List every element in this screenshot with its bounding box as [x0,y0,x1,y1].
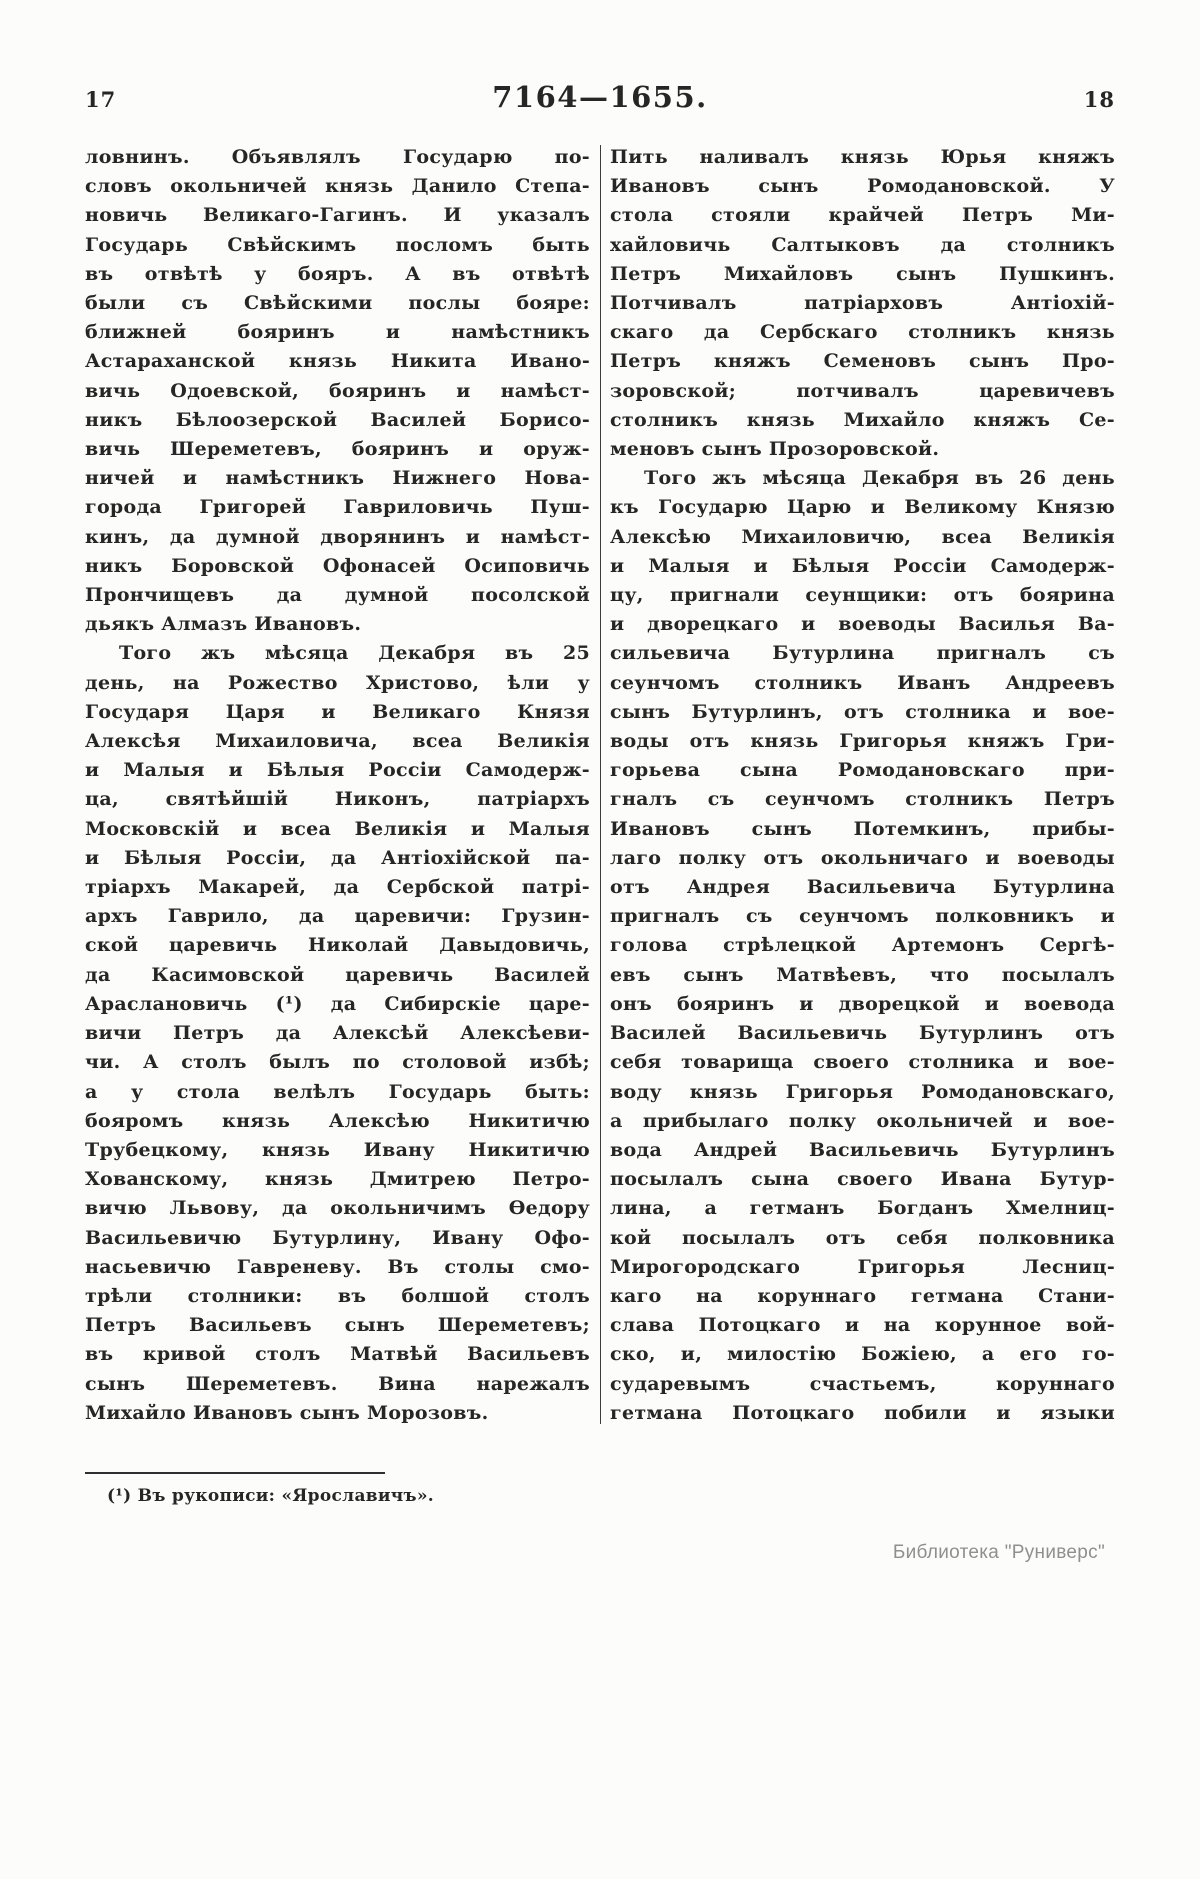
text-line: столникъ князь Михайло княжъ Се- [610,408,1115,431]
text-line: были съ Свѣйскими послы бояре: [85,292,590,315]
text-line: вода Андрей Васильевичь Бутурлинъ [610,1138,1115,1161]
text-line: гналъ съ сеунчомъ столникъ Петръ [610,788,1115,811]
text-line: зоровской; потчивалъ царевичевъ [610,379,1115,402]
text-line: меновъ сынъ Прозоровской. [610,438,940,461]
right-column [610,143,1115,1428]
text-line: Ивановъ сынъ Потемкинъ, прибы- [610,817,1115,840]
text-line: Трубецкому, князь Ивану Никитичю [85,1138,590,1161]
text-line: новичь Великаго-Гагинъ. И указалъ [85,204,590,227]
text-line: чи. А столъ былъ по столовой избѣ; [85,1051,590,1074]
text-line: а прибылаго полку окольничей и вое- [610,1109,1115,1132]
text-line: стола стояли крайчей Петръ Ми- [610,204,1115,227]
text-line: вичи Петръ да Алексѣй Алексѣеви- [85,1022,590,1045]
text-line: лаго полку отъ окольничаго и воеводы [610,846,1115,869]
text-line: и Бѣлыя Россіи, да Антіохійской па- [85,846,590,869]
text-line: сеунчомъ столникъ Иванъ Андреевъ [610,671,1115,694]
text-line: Государя Царя и Великаго Князя [85,700,590,723]
text-line: Пить наливалъ князь Юрья княжъ [610,146,1115,168]
text-line: каго на коруннаго гетмана Стани- [610,1284,1115,1307]
text-line: вичь Шереметевъ, бояринъ и оруж- [85,438,590,461]
text-line: Араслановичь (¹) да Сибирскіе царе- [85,992,590,1015]
paragraph [85,639,590,1427]
text-line: трѣли столники: въ болшой столъ [85,1284,590,1307]
text-line: евъ сынъ Матвѣевъ, что посылалъ [610,963,1115,986]
text-line: города Григорей Гавриловичь Пуш- [85,496,590,519]
text-line: дьякъ Алмазъ Ивановъ. [85,613,362,636]
text-line: кой посылалъ отъ себя полковника [610,1226,1115,1249]
text-line: цу, пригнали сеунщики: отъ боярина [610,584,1115,607]
text-line: горьева сына Ромодановскаго при- [610,759,1115,782]
text-line: и Малыя и Бѣлыя Россіи Самодерж- [610,554,1115,577]
text-line: воду князь Григорья Ромодановскаго, [610,1080,1115,1103]
text-line: голова стрѣлецкой Артемонъ Сергѣ- [610,934,1115,957]
left-column [85,143,590,1428]
page-title: 7164—1655. [492,80,708,114]
page-header [85,80,1115,114]
page-number-right: 18 [1083,87,1115,112]
text-line: себя товарища своего столника и вое- [610,1051,1115,1074]
text-line: Астараханской князь Никита Ивано- [85,350,590,373]
text-line: сынъ Шереметевъ. Вина нарежалъ [85,1372,590,1395]
text-line: бояромъ князь Алексѣю Никитичю [85,1109,590,1132]
text-line: Того жъ мѣсяца Декабря въ 25 [119,642,590,665]
text-line: никъ Бѣлоозерской Василей Борисо- [85,408,590,431]
footnote: (¹) Въ рукописи: «Ярославичъ». [107,1486,435,1506]
text-line: Алексѣю Михаиловичю, всеа Великія [610,525,1115,548]
text-line: ско, и, милостію Божіею, а его го- [610,1343,1115,1366]
text-line: а у стола велѣлъ Государь быть: [85,1080,590,1103]
text-line: тріархъ Макарей, да Сербской патрі- [85,876,590,899]
text-line: Государь Свѣйскимъ посломъ быть [85,233,590,256]
text-line: кинъ, да думной дворянинъ и намѣст- [85,525,590,548]
paragraph [610,143,1115,464]
text-line: къ Государю Царю и Великому Князю [610,496,1115,519]
text-line: ловнинъ. Объявлялъ Государю по- [85,146,590,168]
text-line: Мирогородскаго Григорья Лесниц- [610,1255,1115,1278]
text-line: Петръ Михайловъ сынъ Пушкинъ. [610,262,1115,285]
text-line: воды отъ князь Григорья княжъ Гри- [610,730,1115,753]
text-line: хайловичь Салтыковъ да столникъ [610,233,1115,256]
text-line: день, на Рожество Христово, ѣли у [85,671,590,694]
text-line: Василей Васильевичь Бутурлинъ отъ [610,1022,1115,1045]
text-line: ближней бояринъ и намѣстникъ [85,321,590,344]
text-line: словъ окольничей князь Данило Степа- [85,175,590,198]
text-line: Васильевичю Бутурлину, Ивану Офо- [85,1226,590,1249]
column-divider [590,143,610,1428]
text-line: въ кривой столъ Матвѣй Васильевъ [85,1343,590,1366]
text-line: посылалъ сына своего Ивана Бутур- [610,1168,1115,1191]
paragraph [610,464,1115,1428]
text-line: Ивановъ сынъ Ромодановской. У [610,175,1115,198]
text-line: лина, а гетманъ Богданъ Хмелниц- [610,1197,1115,1220]
text-line: никъ Боровской Офонасей Осиповичь [85,554,590,577]
text-line: въ отвѣтѣ у бояръ. А въ отвѣтѣ [85,262,590,285]
text-line: вичь Одоевской, бояринъ и намѣст- [85,379,590,402]
page-number-left: 17 [85,87,117,112]
text-line: Того жъ мѣсяца Декабря въ 26 день [644,467,1115,490]
text-line: ской царевичь Николай Давыдовичь, [85,934,590,957]
text-line: онъ бояринъ и дворецкой и воевода [610,992,1115,1015]
text-line: Хованскому, князь Дмитрею Петро- [85,1168,590,1191]
text-line: Прончищевъ да думной посолской [85,584,590,607]
text-line: и Малыя и Бѣлыя Россіи Самодерж- [85,759,590,782]
footnote-rule [85,1472,385,1474]
text-line: Московскій и всеа Великія и Малыя [85,817,590,840]
text-line: сильевича Бутурлина пригналъ съ [610,642,1115,665]
text-line: ничей и намѣстникъ Нижнего Нова- [85,467,590,490]
text-line: сударевымъ счастьемъ, коруннаго [610,1372,1115,1395]
text-line: сынъ Бутурлинъ, отъ столника и вое- [610,700,1115,723]
paragraph [85,143,590,639]
text-line: пригналъ съ сеунчомъ полковникъ и [610,905,1115,928]
text-line: и дворецкаго и воеводы Василья Ва- [610,613,1115,636]
text-line: ца, святѣйшій Никонъ, патріархъ [85,788,590,811]
text-columns [85,143,1115,1428]
watermark: Библиотека "Руниверс" [892,1542,1105,1563]
text-line: Петръ княжъ Семеновъ сынъ Про- [610,350,1115,373]
text-line: Алексѣя Михаиловича, всеа Великія [85,730,590,753]
text-line: архъ Гаврило, да царевичи: Грузин- [85,905,590,928]
text-line: Михайло Ивановъ сынъ Морозовъ. [85,1401,489,1424]
text-line: Потчивалъ патріарховъ Антіохій- [610,292,1115,315]
text-line: гетмана Потоцкаго побили и языки [610,1401,1115,1424]
text-line: слава Потоцкаго и на корунное вой- [610,1314,1115,1337]
text-line: да Касимовской царевичь Василей [85,963,590,986]
text-line: отъ Андрея Васильевича Бутурлина [610,876,1115,899]
text-line: скаго да Сербскаго столникъ князь [610,321,1115,344]
text-line: Петръ Васильевъ сынъ Шереметевъ; [85,1314,590,1337]
text-line: вичю Львову, да окольничимъ Ѳедору [85,1197,590,1220]
text-line: насьевичю Гавреневу. Въ столы смо- [85,1255,590,1278]
